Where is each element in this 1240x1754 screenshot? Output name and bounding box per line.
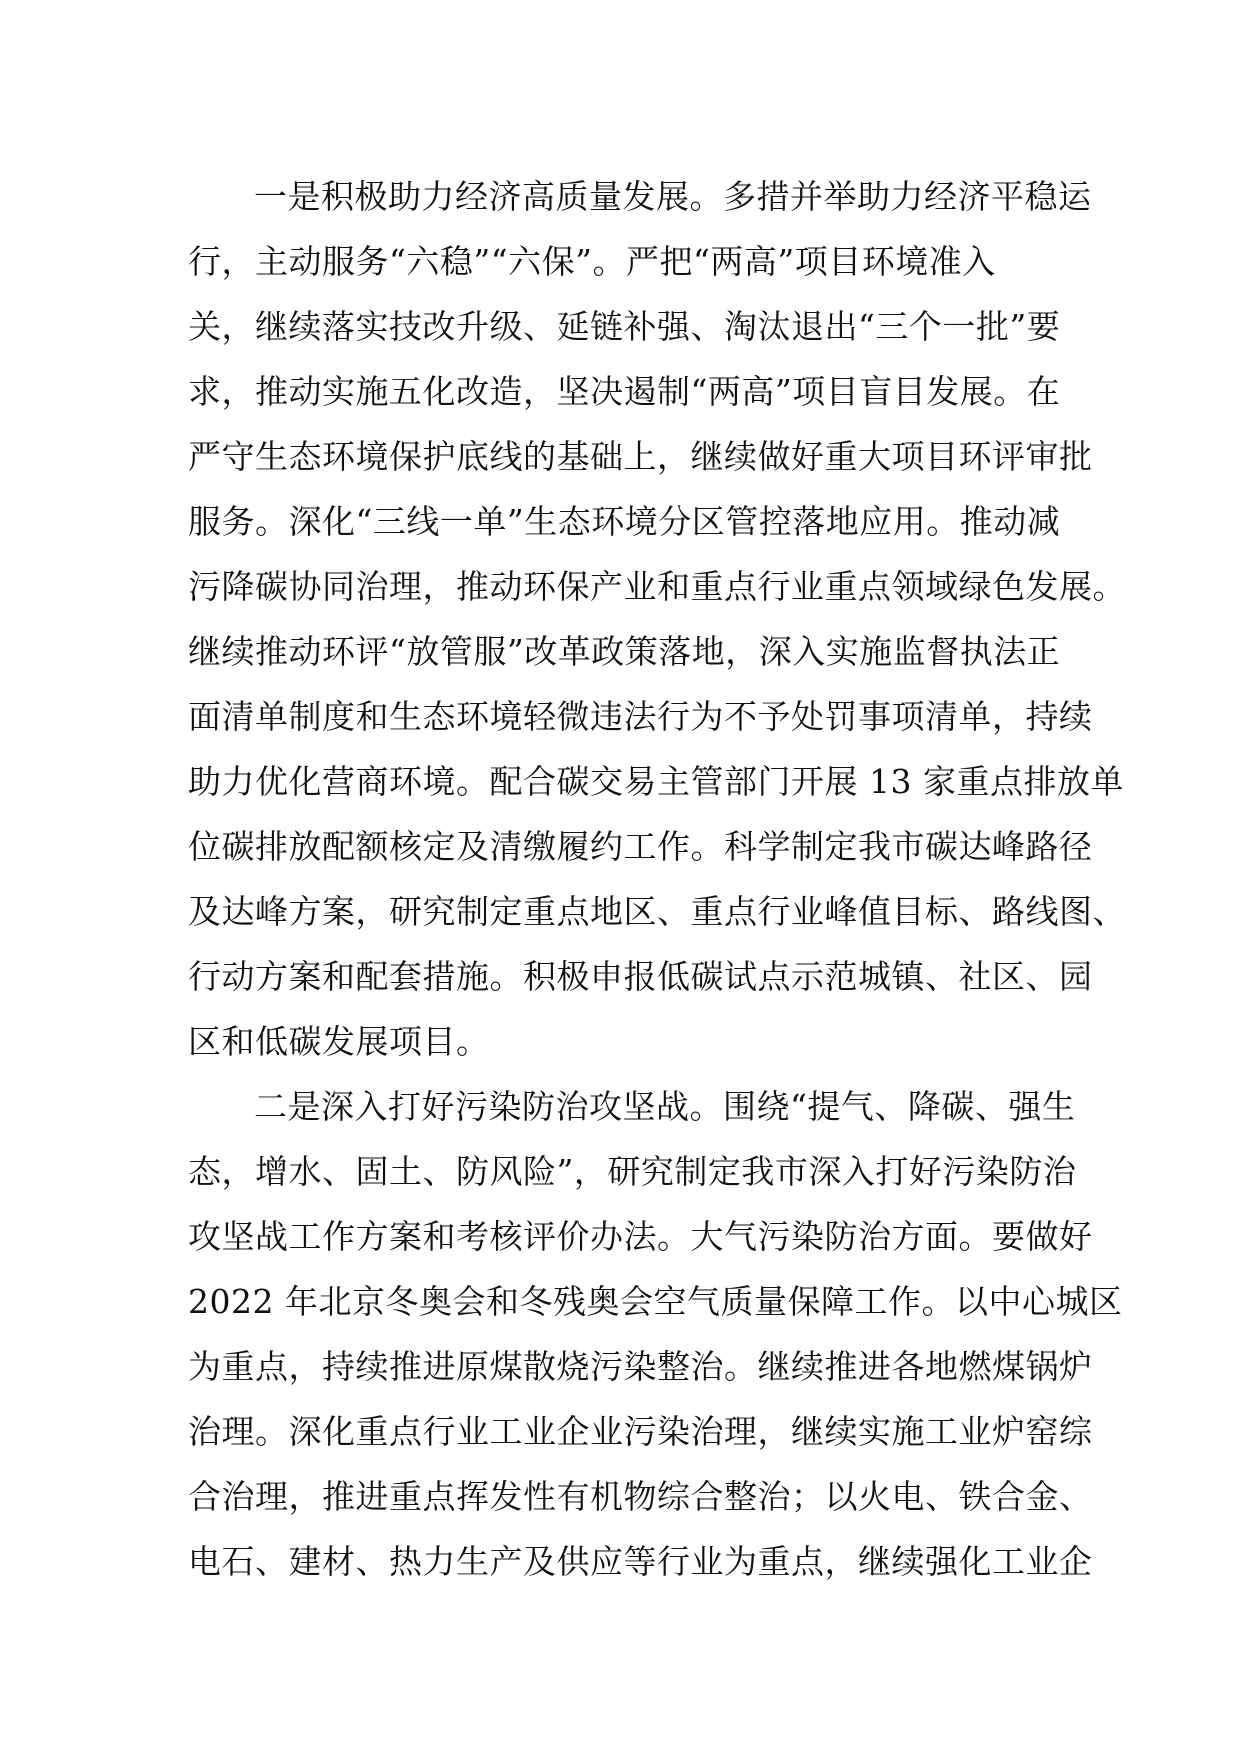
text-line: 面清单制度和生态环境轻微违法行为不予处罚事项清单，持续 <box>188 697 1093 736</box>
text-line: 区和低碳发展项目。 <box>188 1022 490 1061</box>
text-line: 严守生态环境保护底线的基础上，继续做好重大项目环评审批 <box>188 437 1093 476</box>
text-line: 关，继续落实技改升级、延链补强、淘汰退出“三个一批”要 <box>188 307 1061 346</box>
body-text <box>188 164 1126 1594</box>
text-line: 2022 年北京冬奥会和冬残奥会空气质量保障工作。以中心城区 <box>188 1282 1123 1321</box>
text-line: 助力优化营商环境。配合碳交易主管部门开展 13 家重点排放单 <box>188 762 1124 801</box>
text-line: 二是深入打好污染防治攻坚战。围绕“提气、降碳、强生 <box>254 1087 1076 1126</box>
text-line: 一是积极助力经济高质量发展。多措并举助力经济平稳运 <box>254 177 1092 216</box>
text-line: 为重点，持续推进原煤散烧污染整治。继续推进各地燃煤锅炉 <box>188 1347 1093 1386</box>
text-line: 服务。深化“三线一单”生态环境分区管控落地应用。推动减 <box>188 502 1061 541</box>
paragraph-economic-development <box>188 164 1126 1074</box>
paragraph-pollution-prevention <box>188 1074 1123 1594</box>
text-line: 及达峰方案，研究制定重点地区、重点行业峰值目标、路线图、 <box>188 892 1126 931</box>
text-line: 行，主动服务“六稳”“六保”。严把“两高”项目环境准入 <box>188 242 996 281</box>
text-line: 态，增水、固土、防风险”，研究制定我市深入打好污染防治 <box>188 1152 1077 1191</box>
text-line: 电石、建材、热力生产及供应等行业为重点，继续强化工业企 <box>188 1542 1093 1581</box>
text-line: 位碳排放配额核定及清缴履约工作。科学制定我市碳达峰路径 <box>188 827 1093 866</box>
text-line: 继续推动环评“放管服”改革政策落地，深入实施监督执法正 <box>188 632 1061 671</box>
text-line: 污降碳协同治理，推动环保产业和重点行业重点领域绿色发展。 <box>188 567 1126 606</box>
text-line: 求，推动实施五化改造，坚决遏制“两高”项目盲目发展。在 <box>188 372 1061 411</box>
text-line: 合治理，推进重点挥发性有机物综合整治；以火电、铁合金、 <box>188 1477 1093 1516</box>
text-line: 行动方案和配套措施。积极申报低碳试点示范城镇、社区、园 <box>188 957 1093 996</box>
text-line: 治理。深化重点行业工业企业污染治理，继续实施工业炉窑综 <box>188 1412 1093 1451</box>
text-line: 攻坚战工作方案和考核评价办法。大气污染防治方面。要做好 <box>188 1217 1093 1256</box>
